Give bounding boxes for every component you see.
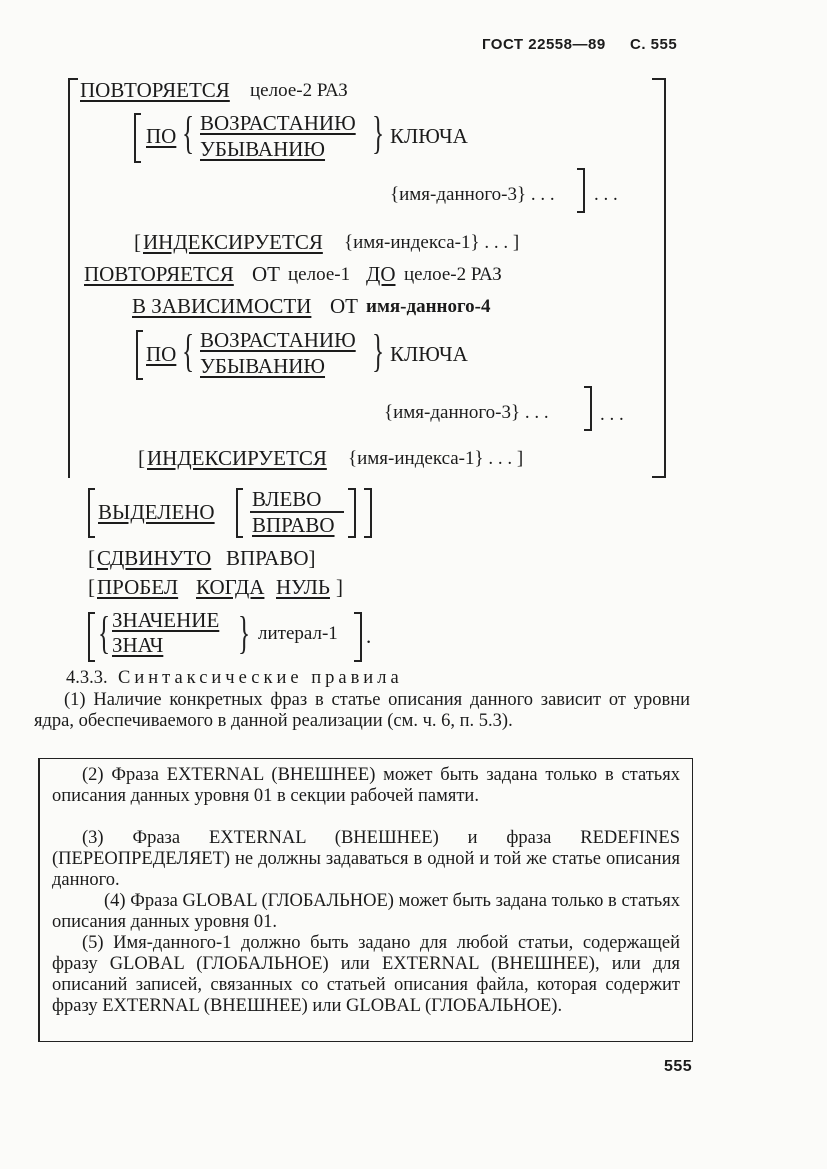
keyword-descending-1: УБЫВАНИЮ — [200, 137, 326, 161]
integer-2-times-1: целое-2 РАЗ — [250, 80, 348, 101]
keyword-shifted: СДВИНУТО — [97, 546, 212, 570]
keyword-value: ЗНАЧЕНИЕ — [112, 608, 220, 632]
keyword-val: ЗНАЧ — [112, 633, 164, 657]
keyword-blank: ПРОБЕЛ — [97, 575, 179, 599]
outer-bracket-right — [664, 78, 666, 478]
keyword-occurs-2: ПОВТОРЯЕТСЯ — [84, 262, 234, 286]
keyword-from: ОТ — [252, 262, 280, 286]
integer-2-times-2: целое-2 РАЗ — [404, 264, 502, 285]
keyword-key-1: КЛЮЧА — [390, 124, 468, 148]
section-title: Синтаксические правила — [118, 668, 403, 688]
keyword-to: ДО — [366, 262, 396, 286]
ellipsis-2: . . . — [600, 404, 624, 425]
justified-bracket-right-inner — [354, 488, 356, 538]
blank-open-bracket: [ — [88, 575, 95, 599]
outer-bracket-left-top — [68, 78, 78, 80]
literal-1: литерал-1 — [258, 623, 338, 644]
clause-period: . — [366, 624, 372, 648]
keyword-on-2: ПО — [146, 342, 177, 366]
ellipsis-1: . . . — [594, 184, 618, 205]
value-brace-close: } — [238, 607, 251, 658]
rule-2: (2) Фраза EXTERNAL (ВНЕШНЕЕ) может быть задана только в статьях описания данных уровня 01 в секции рабочей памяти. — [52, 765, 680, 806]
document-code: ГОСТ 22558—89 — [482, 36, 606, 53]
brace-open-2: { — [182, 325, 195, 376]
outer-bracket-right-top — [652, 78, 664, 80]
brace-open-1: { — [182, 107, 195, 158]
outer-bracket-right-bottom — [652, 476, 664, 478]
blank-close-bracket: ] — [336, 575, 343, 599]
keyword-on-1: ПО — [146, 124, 177, 148]
justified-bracket-left-outer — [88, 488, 90, 538]
justified-bracket-left-inner — [236, 488, 238, 538]
keyword-depending: В ЗАВИСИМОСТИ — [132, 294, 312, 318]
index-name-1-b: {имя-индекса-1} . . . ] — [348, 448, 524, 469]
rule-4: (4) Фраза GLOBAL (ГЛОБАЛЬНОЕ) может быть задана только в статьях описания данных уровня 01. — [52, 891, 680, 932]
keyword-occurs-1: ПОВТОРЯЕТСЯ — [80, 78, 230, 102]
keyword-when: КОГДА — [196, 575, 265, 599]
keyword-ascending-2: ВОЗРАСТАНИЮ — [200, 328, 356, 352]
indexed-open-bracket-2: [ — [138, 446, 145, 470]
value-brace-open: { — [98, 607, 111, 658]
bracket-left-1 — [134, 113, 136, 163]
bracket-right-1 — [583, 168, 585, 213]
keyword-left: ВЛЕВО — [252, 487, 322, 511]
keyword-indexed-2: ИНДЕКСИРУЕТСЯ — [147, 446, 327, 470]
keyword-ascending-1: ВОЗРАСТАНИЮ — [200, 111, 356, 135]
page-number-header: С. 555 — [630, 36, 678, 53]
outer-bracket-left — [68, 78, 70, 478]
brace-close-1: } — [372, 107, 385, 158]
shifted-open-bracket: [ — [88, 546, 95, 570]
value-bracket-left — [88, 612, 90, 662]
keyword-key-2: КЛЮЧА — [390, 342, 468, 366]
section-number: 4.3.3. — [66, 668, 108, 688]
keyword-shifted-right: ВПРАВО] — [226, 546, 316, 570]
keyword-right: ВПРАВО — [252, 513, 335, 537]
justified-bracket-right-outer — [370, 488, 372, 538]
index-name-1-a: {имя-индекса-1} . . . ] — [344, 232, 520, 253]
keyword-indexed-1: ИНДЕКСИРУЕТСЯ — [143, 230, 323, 254]
keyword-descending-2: УБЫВАНИЮ — [200, 354, 326, 378]
page-number-footer: 555 — [664, 1058, 693, 1075]
data-name-3-a: {имя-данного-3} . . . — [390, 184, 555, 205]
keyword-justified: ВЫДЕЛЕНО — [98, 500, 215, 524]
value-bracket-right — [360, 612, 362, 662]
data-name-3-b: {имя-данного-3} . . . — [384, 402, 549, 423]
keyword-zero: НУЛЬ — [276, 575, 330, 599]
indexed-open-bracket-1: [ — [134, 230, 141, 254]
brace-close-2: } — [372, 325, 385, 376]
rule-1: (1) Наличие конкретных фраз в статье описания данного зависит от уровни ядра, обеспечиваемого в данной реализации (см. ч. 6, п. 5.3). — [34, 690, 690, 731]
bracket-left-2 — [136, 330, 138, 380]
bracket-right-2 — [590, 386, 592, 431]
integer-1: целое-1 — [288, 264, 351, 285]
rule-5: (5) Имя-данного-1 должно быть задано для любой статьи, содержащей фразу GLOBAL (ГЛОБАЛЬНОЕ) или EXTERNAL (ВНЕШНЕЕ), или для описаний записей, связанных со статьей описания файла, которая содержит фразу EXTERNAL (ВНЕШНЕЕ) или GLOBAL (ГЛОБАЛЬНОЕ). — [52, 933, 680, 1016]
keyword-on-depending: ОТ — [330, 294, 358, 318]
data-name-4: имя-данного-4 — [366, 296, 491, 317]
rule-3: (3) Фраза EXTERNAL (ВНЕШНЕЕ) и фраза REDEFINES (ПЕРЕОПРЕДЕЛЯЕТ) не должны задаваться в одной и той же статье описания данного. — [52, 828, 680, 890]
